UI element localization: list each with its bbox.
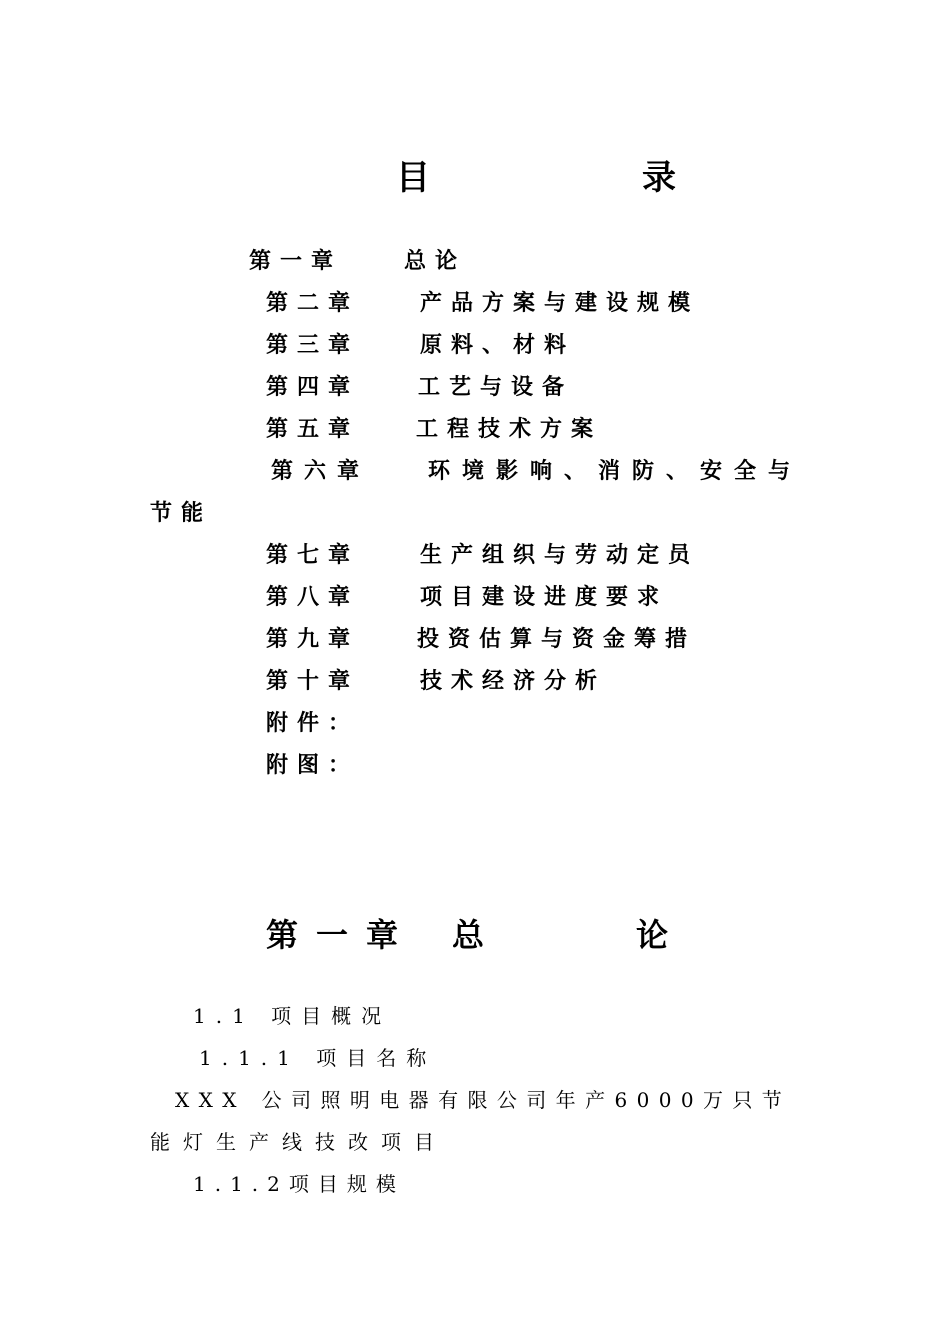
- toc-chapter-1-title: 总论: [404, 249, 467, 274]
- toc-chapter-9-label: 第九章: [266, 627, 360, 652]
- toc-chapter-1-label: 第一章: [249, 249, 343, 274]
- section-1-1-1-heading: 1.1.1 项目名称: [199, 1046, 437, 1070]
- toc-chapter-4-label: 第四章: [266, 375, 360, 400]
- toc-chapter-8-title: 项目建设进度要求: [420, 585, 669, 610]
- toc-chapter-6-title: 环境影响、消防、安全与: [428, 459, 803, 484]
- toc-chapter-4-title: 工艺与设备: [418, 375, 574, 400]
- toc-chapter-2-label: 第二章: [266, 291, 360, 316]
- project-name-line-2: 能灯生产线技改项目: [150, 1130, 447, 1154]
- chapter-1-title-part3: 论: [636, 916, 669, 954]
- toc-chapter-6-title-cont: 节能: [150, 501, 213, 526]
- toc-chapter-9-title: 投资估算与资金筹措: [417, 627, 697, 652]
- toc-figures: 附图：: [266, 753, 360, 778]
- section-1-1-2-heading: 1.1.2项目规模: [193, 1172, 405, 1196]
- toc-chapter-5-title: 工程技术方案: [416, 417, 603, 442]
- toc-title-left: 目: [396, 158, 430, 198]
- project-name-line-1: XXX 公司照明电器有限公司年产6000万只节: [175, 1088, 792, 1112]
- toc-attachments: 附件：: [266, 711, 360, 736]
- section-1-1-heading: 1.1 项目概况: [193, 1004, 392, 1028]
- toc-chapter-2-title: 产品方案与建设规模: [420, 291, 700, 316]
- toc-chapter-3-label: 第三章: [266, 333, 360, 358]
- toc-chapter-6-label: 第六章: [271, 459, 371, 484]
- chapter-1-title-part1: 第一章: [266, 916, 417, 954]
- toc-chapter-10-title: 技术经济分析: [420, 669, 607, 694]
- toc-chapter-7-label: 第七章: [266, 543, 360, 568]
- toc-chapter-7-title: 生产组织与劳动定员: [420, 543, 700, 568]
- toc-chapter-3-title: 原料、材料: [420, 333, 576, 358]
- toc-title-right: 录: [642, 158, 676, 198]
- toc-chapter-5-label: 第五章: [266, 417, 360, 442]
- chapter-1-title-part2: 总: [452, 916, 485, 954]
- toc-chapter-8-label: 第八章: [266, 585, 360, 610]
- toc-chapter-10-label: 第十章: [266, 669, 360, 694]
